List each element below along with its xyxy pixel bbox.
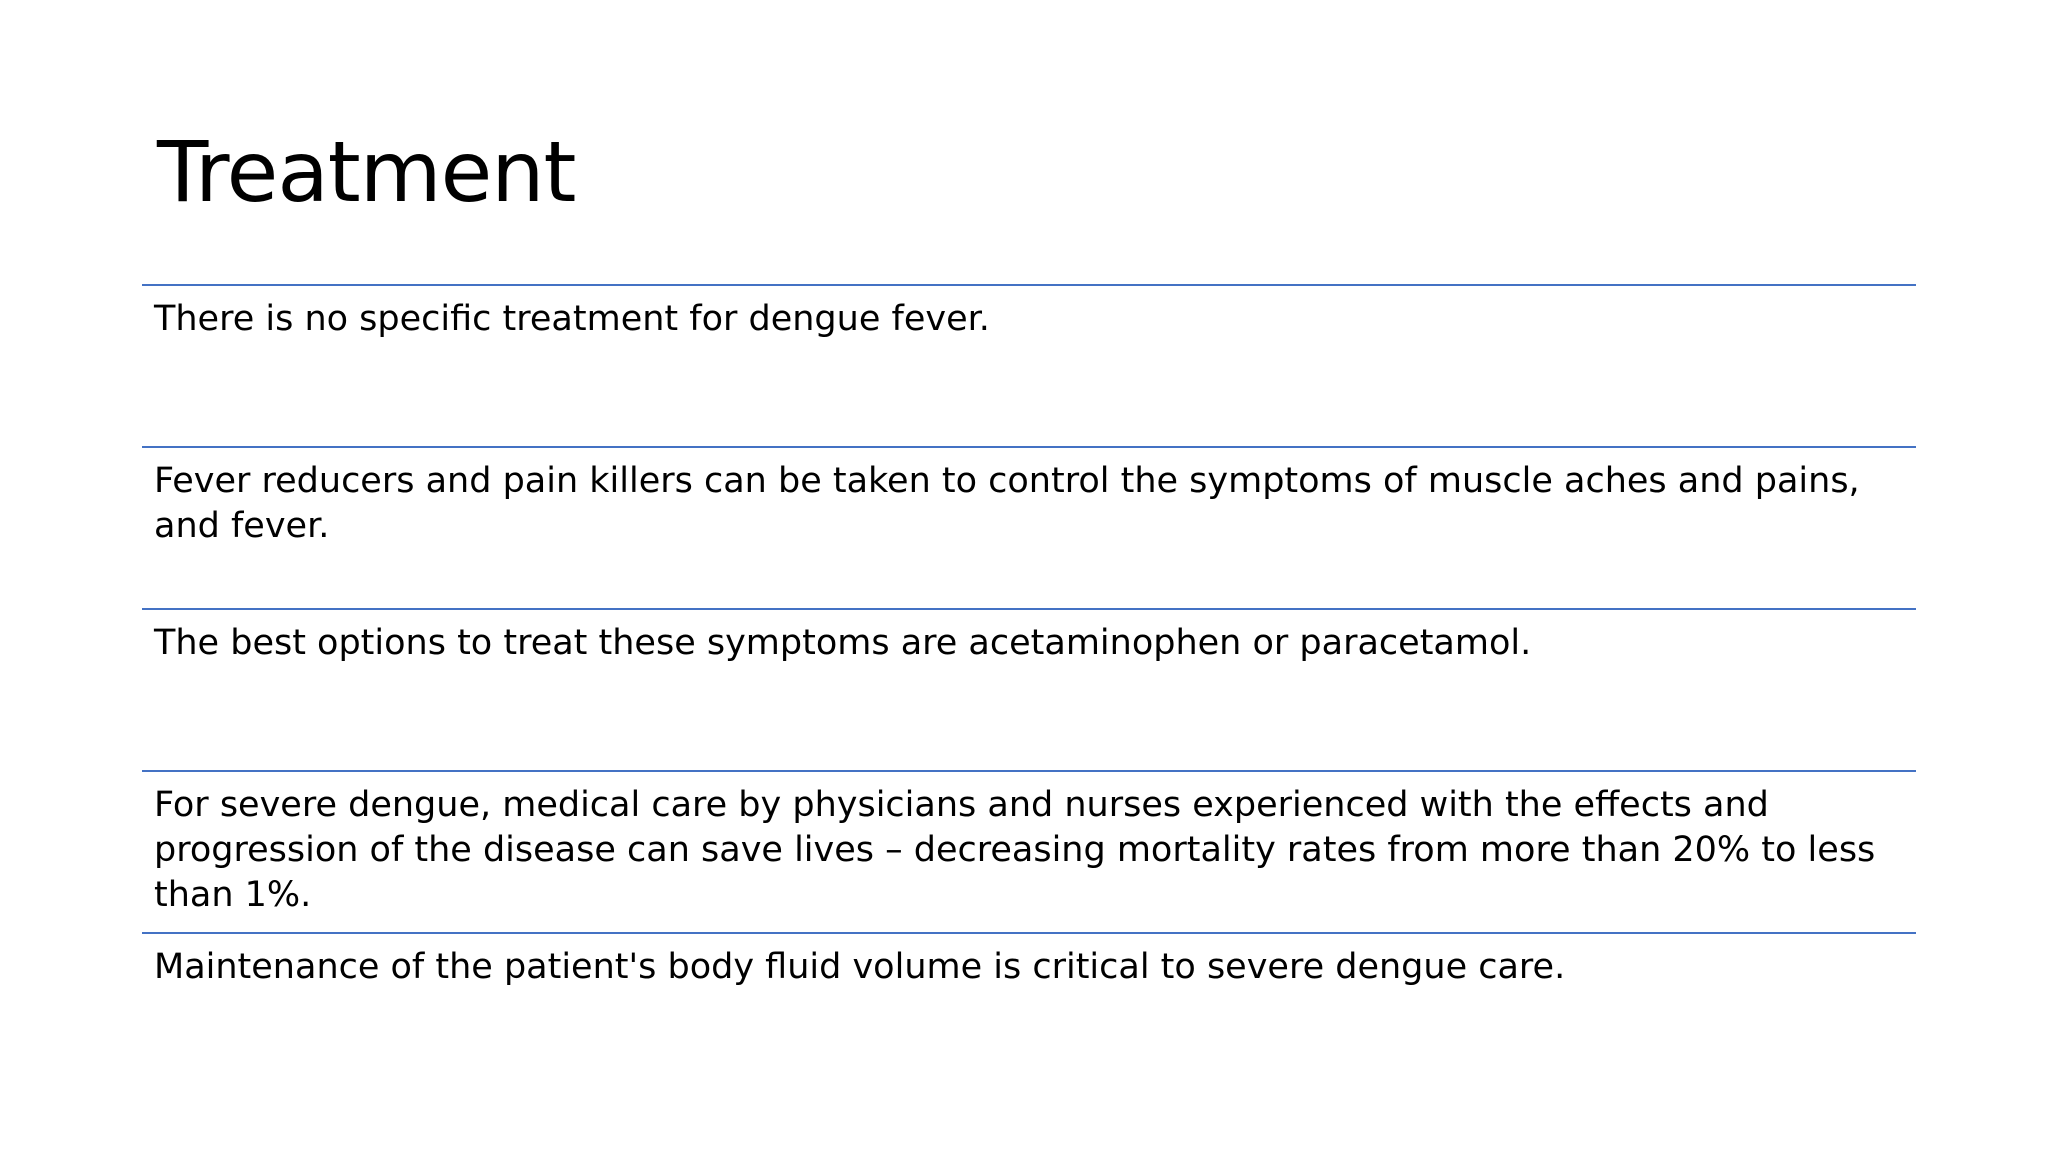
list-item-text: Fever reducers and pain killers can be taken to control the symptoms of muscle aches and pains, and fever. (154, 461, 1860, 546)
list-item-text: Maintenance of the patient's body fluid volume is critical to severe dengue care. (154, 947, 1566, 987)
list-item (142, 284, 1916, 446)
list-item-text: The best options to treat these symptoms are acetaminophen or paracetamol. (154, 623, 1532, 663)
treatment-list (142, 284, 1916, 1094)
list-item (142, 770, 1916, 932)
list-item (142, 932, 1916, 1094)
slide-title: Treatment (157, 123, 576, 221)
list-item (142, 446, 1916, 608)
list-item-text: For severe dengue, medical care by physicians and nurses experienced with the effects and progression of the disease can save lives – decreasing mortality rates from more than 20% to less than 1%. (154, 785, 1876, 915)
list-item-text: There is no specific treatment for dengue fever. (154, 299, 990, 339)
list-item (142, 608, 1916, 770)
